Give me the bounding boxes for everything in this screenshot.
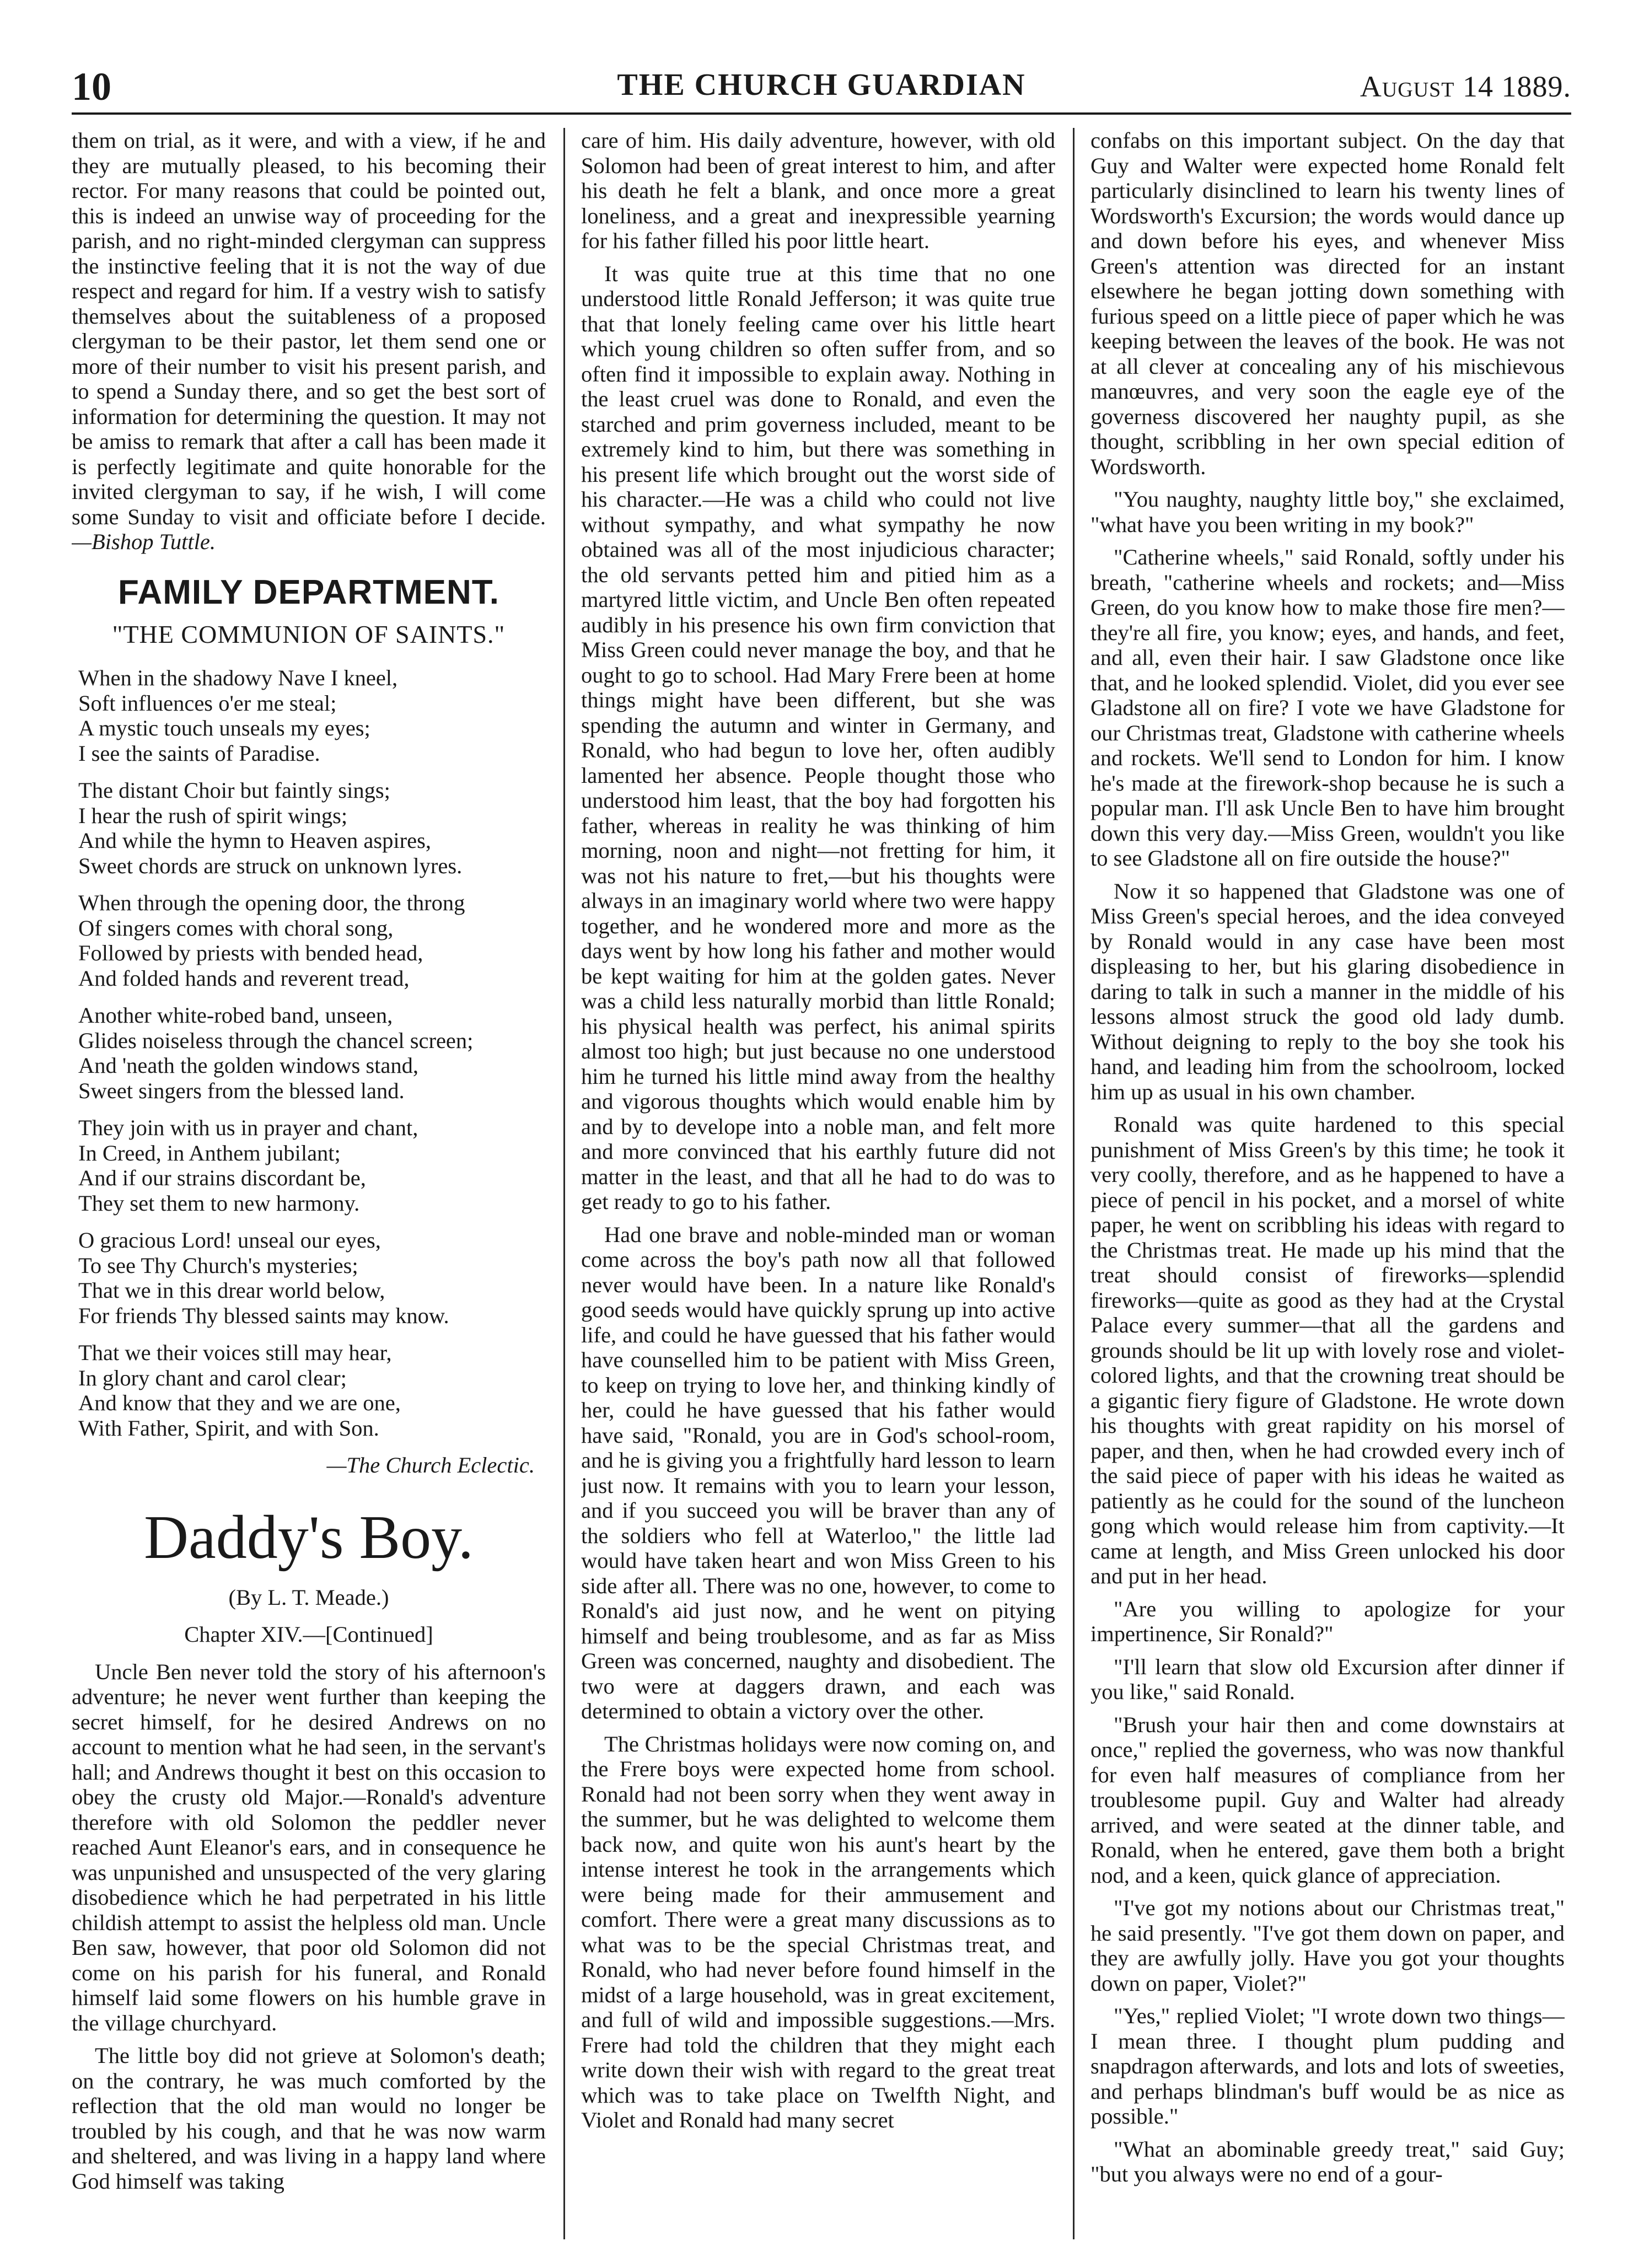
column-2 [581, 128, 1055, 2239]
poem-line: In glory chant and carol clear; [78, 1365, 347, 1390]
paragraph: "What an abominable greedy treat," said Guy; "but you always were no end of a gour- [1090, 2136, 1565, 2186]
poem-line: Followed by priests with bended head, [78, 940, 423, 965]
paragraph: The little boy did not grieve at Solomon's death; on the contrary, he was much comforted by the reflection that the old man would no longer be troubled by his cough, and that he was now warm and sheltered, and was living in a happy land where God himself was taking [72, 2043, 546, 2194]
poem-line: And know that they and we are one, [78, 1390, 401, 1415]
poem-line: In Creed, in Anthem jubilant; [78, 1140, 341, 1165]
paragraph: them on trial, as it were, and with a view, if he and they are mutually pleased, to his becoming their rector. For many reasons that could be pointed out, this is indeed an unwise way of proceeding for the parish, and no right-minded clergyman can suppress the instinctive feeling that it is not the way of due respect and regard for him. If a vestry wish to satisfy themselves about the suitableness of a proposed clergyman to be their pastor, let them send one or more of their number to visit his present parish, and to spend a Sunday there, and so get the best sort of information for determining the question. It may not be amiss to remark that after a call has been made it is perfectly legitimate and quite honorable for the invited clergyman to say, if he wish, I will come some Sunday to visit and officiate before I decide. —Bishop Tuttle. [72, 128, 546, 554]
byline: (By L. T. Meade.) [228, 1584, 389, 1610]
paragraph: "You naughty, naughty little boy," she exclaimed, "what have you been writing in my book?" [1090, 487, 1565, 537]
paragraph: "Brush your hair then and come downstairs at once," replied the governess, who was now thankful for even half measures of compliance from her troublesome pupil. Guy and Walter had already arrived, and were seated at the dinner table, and Ronald, when he entered, gave them both a bright nod, and a keen, quick glance of appreciation. [1090, 1712, 1565, 1888]
paragraph: Now it so happened that Gladstone was one of Miss Green's special heroes, and the idea conveyed by Ronald would in any case have been most displeasing to her, but his glaring disobedience in daring to talk in such a manner in the middle of his lessons almost struck the good old lady dumb. Without deigning to reply to the boy she took his hand, and leading him from the schoolroom, locked him up as usual in his own chamber. [1090, 878, 1565, 1104]
poem-stanza [78, 890, 546, 991]
poem-line: They join with us in prayer and chant, [78, 1115, 418, 1140]
chapter-heading: Chapter XIV.—[Continued] [184, 1622, 433, 1647]
column-3 [1090, 128, 1565, 2239]
paragraph: Ronald was quite hardened to this special punishment of Miss Green's by this time; he took it very coolly, therefore, and as he happened to have a piece of pencil in his pocket, and a morsel of white paper, he went on scribbling his ideas with regard to the Christmas treat. He made up his mind that the treat should consist of fireworks—splendid fireworks—quite as good as they had at the Crystal Palace every summer—that all the gardens and grounds should be lit up with lovely rose and violet-colored lights, and that the crowning treat should be a gigantic fiery figure of Gladstone. He wrote down his thoughts with great rapidity on his morsel of paper, and then, when he had crowded every inch of the said piece of paper with his ideas he waited as patiently as he could for the sound of the luncheon gong which would release him from captivity.—It came at length, and Miss Green unlocked his door and put in her head. [1090, 1112, 1565, 1588]
poem-stanza [78, 1340, 546, 1441]
paragraph: "Yes," replied Violet; "I wrote down two things—I mean three. I thought plum pudding and snapdragon afterwards, and lots and lots of sweeties, and perhaps blindman's buff would be as nice as possible." [1090, 2003, 1565, 2129]
section-heading: FAMILY DEPARTMENT. [117, 573, 500, 611]
poem-line: And folded hands and reverent tread, [78, 965, 410, 991]
poem-stanza [78, 1115, 546, 1216]
paragraph: It was quite true at this time that no one understood little Ronald Jefferson; it was quite true that that lonely feeling came over his little heart which young children so often suffer from, and so often find it impossible to explain away. Nothing in the least cruel was done to Ronald, and even the starched and prim governess included, meant to be extremely kind to him, but there was something in his present life which brought out the worst side of his character.—He was a child who could not live without sympathy, and what sympathy he now obtained was all of the most injudicious character; the old servants petted him and pitied him as a martyred little victim, and Uncle Ben often repeated audibly in his presence his own firm conviction that Miss Green could never manage the boy, and that he ought to go to school. Had Mary Frere been at home things might have been different, but she was spending the autumn and winter in Germany, and Ronald, who had begun to love her, often audibly lamented her absence. People thought those who understood him least, that the boy had forgotten his father, whereas in reality he was thinking of him morning, noon and night—not fretting for him, it was not his nature to fret,—but his thoughts were always in an imaginary world where two were happy together, and he wondered more and more as the days went by how long his father and mother would be kept waiting for him at the golden gates. Never was a child less naturally morbid than little Ronald; his physical health was perfect, his animal spirits almost too high; but just because no one understood him he turned his little mind away from the healthy and vigorous thoughts which would enable him by and by to develope into a noble man, and felt more and more convinced that his earthly future did not matter in the least, and that all he had to do was to get ready to go to his father. [581, 261, 1055, 1214]
paragraph: "Catherine wheels," said Ronald, softly under his breath, "catherine wheels and rockets; and—Miss Green, do you know how to make those fire men?—they're all fire, you know; eyes, and hands, and feet, and all, even their hair. I saw Gladstone once like that, and he looked splendid. Violet, did you ever see Gladstone all on fire? I vote we have Gladstone for our Christmas treat, Gladstone with catherine wheels and rockets. We'll send to London for him. I know he's made at the firework-shop because he is such a popular man. I'll ask Uncle Ben to have him brought down this very day.—Miss Green, wouldn't you like to see Gladstone all on fire outside the house?" [1090, 545, 1565, 870]
poem-title: "THE COMMUNION OF SAINTS." [112, 620, 506, 648]
poem-line: When through the opening door, the throng [78, 890, 465, 915]
poem-line: Sweet chords are struck on unknown lyres. [78, 853, 463, 878]
poem-line: And 'neath the golden windows stand, [78, 1053, 418, 1078]
poem-line: Another white-robed band, unseen, [78, 1003, 393, 1028]
column-rule [563, 128, 565, 2239]
poem-line: And if our strains discordant be, [78, 1165, 366, 1190]
paragraph: "I've got my notions about our Christmas treat," he said presently. "I've got them down on paper, and they are awfully jolly. Have you got your thoughts down on paper, Violet?" [1090, 1895, 1565, 1996]
paragraph: The Christmas holidays were now coming on, and the Frere boys were expected home from school. Ronald had not been sorry when they went away in the summer, but he was delighted to welcome them back now, and quite won his aunt's heart by the intense interest he took in the arrangements which were being made for their ammusement and comfort. There were a great many discussions as to what was to be the special Christmas treat, and Ronald, who had never before found himself in the midst of a large household, was in great excitement, and full of wild and impossible suggestions.—Mrs. Frere had told the children that they might each write down their wish with regard to the great treat which was to take place on Twelfth Night, and Violet and Ronald had many secret [581, 1731, 1055, 2132]
column-rule [1073, 128, 1074, 2239]
poem-stanza [78, 778, 546, 878]
column-1 [72, 128, 546, 2239]
story-title: Daddy's Boy. [144, 1503, 474, 1572]
page-header [72, 62, 1571, 115]
paragraph: Had one brave and noble-minded man or woman come across the boy's path now all that followed never would have been. In a nature like Ronald's good seeds would have quickly sprung up into active life, and could he have guessed that his father would have counselled him to be patient with Miss Green, to keep on trying to love her, and thinking kindly of her, could he have guessed that his father would have said, "Ronald, you are in God's school-room, and he is giving you a frightfully hard lesson to learn just now. It remains with you to learn your lesson, and if you succeed you will be braver than any of the soldiers who fell at Waterloo," the little lad would have taken heart and won Miss Green to his side after all. There was no one, however, to come to Ronald's aid just now, and he went on pitying himself and being troublesome, and as far as Miss Green was concerned, naughty and disobedient. The two were at daggers drawn, and each was determined to obtain a victory over the other. [581, 1222, 1055, 1723]
paragraph: confabs on this important subject. On the day that Guy and Walter were expected home Ronald felt particularly disinclined to learn his twenty lines of Wordsworth's Excursion; the words would dance up and down before his eyes, and whenever Miss Green's attention was directed for an instant elsewhere he began jotting down something with furious speed on a little piece of paper which he was keeping between the leaves of the book. He was not at all clever at concealing any of his mischievous manœuvres, and very soon the eagle eye of the governess discovered her naughty pupil, as she thought, scribbling in her own special edition of Wordsworth. [1090, 128, 1565, 479]
poem-line: Sweet singers from the blessed land. [78, 1078, 405, 1103]
poem-line: For friends Thy blessed saints may know. [78, 1303, 449, 1328]
poem-line: That we in this drear world below, [78, 1278, 385, 1303]
poem-line: When in the shadowy Nave I kneel, [78, 665, 398, 690]
poem-attribution: —The Church Eclectic. [326, 1453, 535, 1477]
poem-line: A mystic touch unseals my eyes; [78, 716, 370, 740]
issue-date: August 14 1889. [1360, 70, 1571, 103]
poem-line: I see the saints of Paradise. [78, 740, 320, 766]
poem-line: That we their voices still may hear, [78, 1340, 392, 1365]
paragraph: "Are you willing to apologize for your impertinence, Sir Ronald?" [1090, 1596, 1565, 1646]
poem-line: Glides noiseless through the chancel screen; [78, 1028, 474, 1053]
poem-stanza [78, 1228, 546, 1328]
poem-line: Of singers comes with choral song, [78, 915, 394, 940]
page-number: 10 [72, 65, 111, 109]
poem-line: O gracious Lord! unseal our eyes, [78, 1228, 381, 1253]
poem-line: With Father, Spirit, and with Son. [78, 1415, 379, 1441]
poem-line: I hear the rush of spirit wings; [78, 803, 348, 828]
poem-line: Soft influences o'er me steal; [78, 690, 337, 716]
poem-line: The distant Choir but faintly sings; [78, 778, 390, 803]
paragraph: "I'll learn that slow old Excursion after dinner if you like," said Ronald. [1090, 1654, 1565, 1704]
masthead: THE CHURCH GUARDIAN [617, 68, 1026, 102]
poem-line: And while the hymn to Heaven aspires, [78, 828, 431, 853]
poem-stanza [78, 1003, 546, 1103]
poem-line: To see Thy Church's mysteries; [78, 1253, 358, 1278]
paragraph: care of him. His daily adventure, however, with old Solomon had been of great interest to him, and after his death he felt a blank, and once more a great loneliness, and a great and inexpressible yearning for his father filled his poor little heart. [581, 128, 1055, 253]
signature: —Bishop Tuttle. [72, 529, 216, 554]
poem-line: They set them to new harmony. [78, 1190, 360, 1216]
paragraph: Uncle Ben never told the story of his afternoon's adventure; he never went further than keeping the secret himself, for he desired Andrews on no account to mention what he had seen, in the servant's hall; and Andrews thought it best on this occasion to obey the crusty old Major.—Ronald's adventure therefore with old Solomon the peddler never reached Aunt Eleanor's ears, and in consequence he was unpunished and unsuspected of the very glaring disobedience which he had perpetrated in his little childish attempt to assist the helpless old man. Uncle Ben saw, however, that poor old Solomon did not come on his parish for his funeral, and Ronald himself laid some flowers on his humble grave in the village churchyard. [72, 1659, 546, 2035]
poem-stanza [78, 665, 546, 766]
